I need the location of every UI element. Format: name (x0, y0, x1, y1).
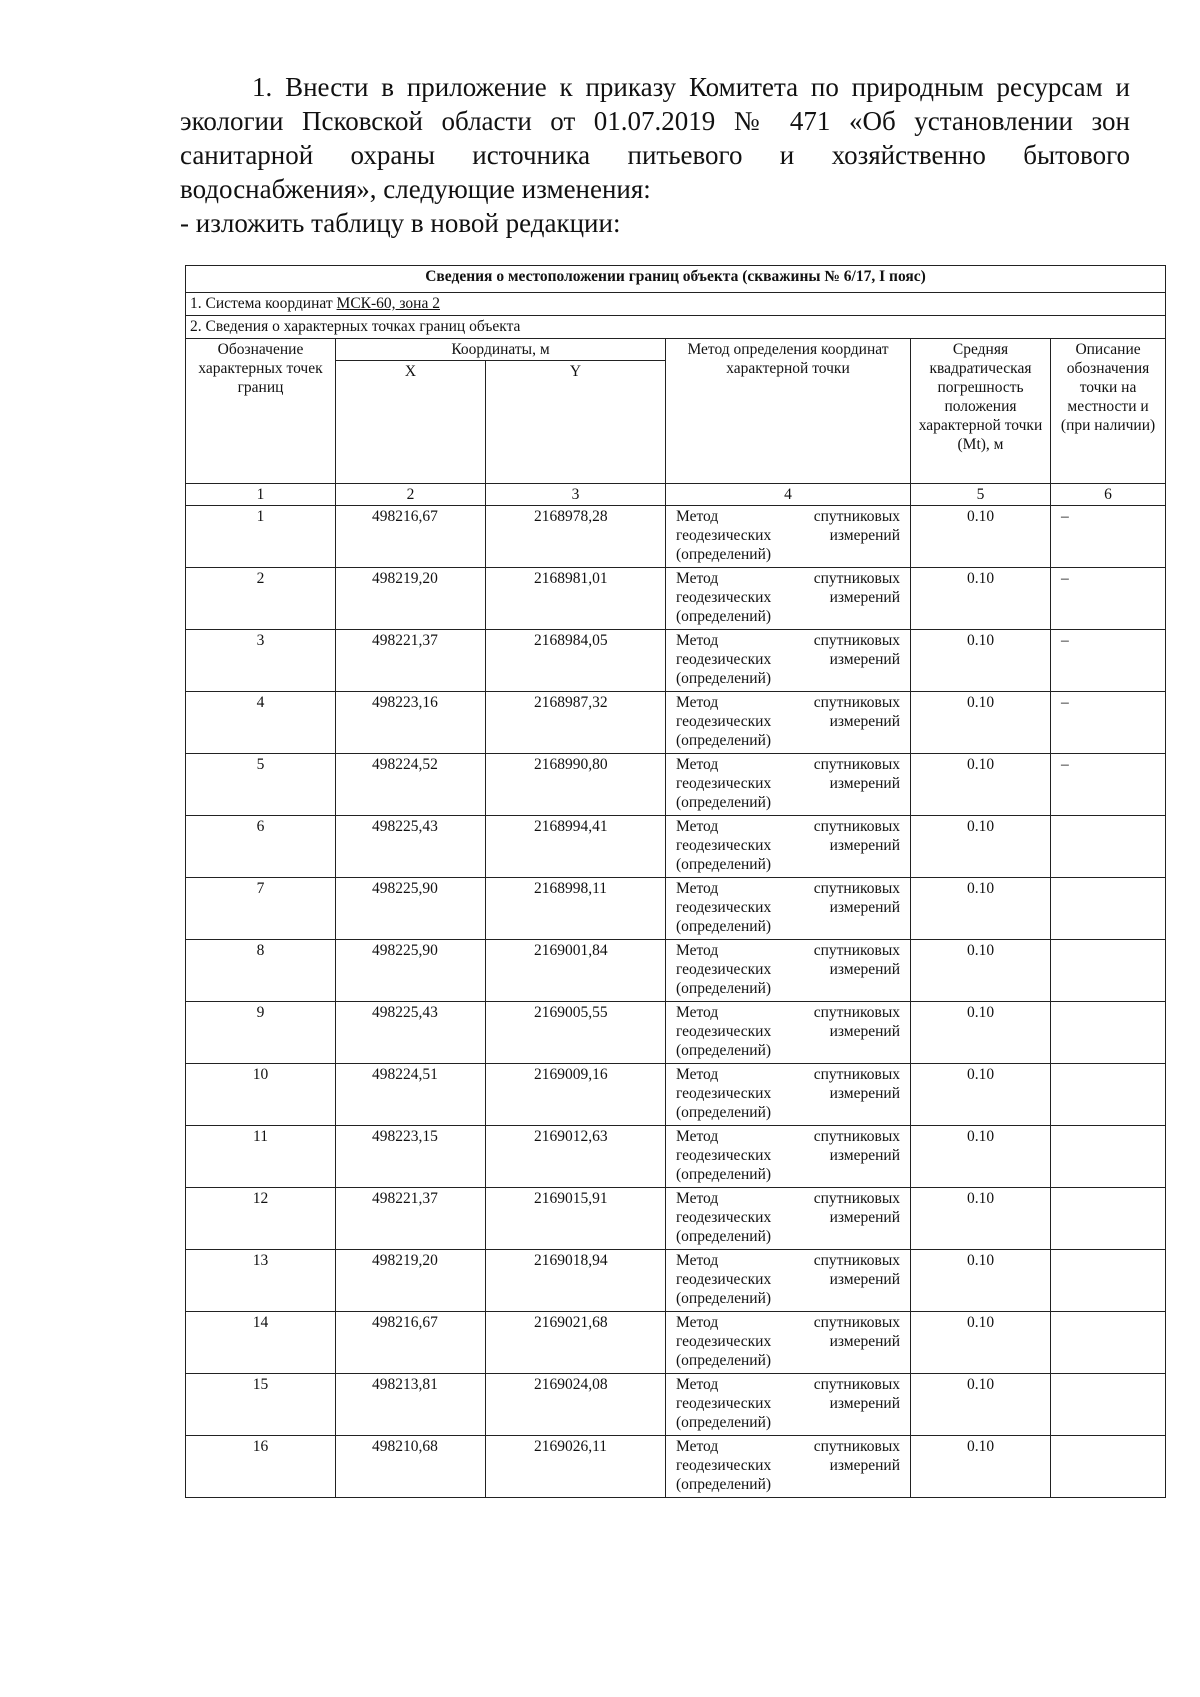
table-row (186, 878, 1166, 940)
intro-paragraph-2: - изложить таблицу в новой редакции: (180, 208, 621, 238)
point-description: – (1051, 568, 1166, 630)
method (666, 1374, 911, 1436)
method-line: (определений) (676, 546, 772, 563)
method (666, 816, 911, 878)
coord-y: 2168998,11 (486, 878, 666, 940)
method-line: геодезических измерений (676, 1395, 900, 1412)
method-line: (определений) (676, 1042, 772, 1059)
table-row (186, 568, 1166, 630)
method-line: геодезических измерений (676, 651, 900, 668)
method-line: геодезических измерений (676, 1023, 900, 1040)
coord-y: 2169009,16 (486, 1064, 666, 1126)
method-line: Метод спутниковых (676, 880, 900, 897)
table-row (186, 1064, 1166, 1126)
point-number: 15 (186, 1374, 336, 1436)
table-row (186, 940, 1166, 1002)
table-caption: Сведения о местоположении границ объекта (скважины № 6/17, I пояс) (186, 266, 1166, 293)
method-line: (определений) (676, 1414, 772, 1431)
point-description (1051, 940, 1166, 1002)
column-number: 2 (336, 484, 486, 506)
method-line: геодезических измерений (676, 837, 900, 854)
coord-y: 2169012,63 (486, 1126, 666, 1188)
method-line: Метод спутниковых (676, 1004, 900, 1021)
method-line: геодезических измерений (676, 1271, 900, 1288)
coord-y: 2169005,55 (486, 1002, 666, 1064)
error-value: 0.10 (911, 1064, 1051, 1126)
point-description: – (1051, 754, 1166, 816)
table-row (186, 1002, 1166, 1064)
header-x: X (336, 361, 486, 484)
coord-x: 498225,90 (336, 878, 486, 940)
method-line: геодезических измерений (676, 1085, 900, 1102)
error-value: 0.10 (911, 1312, 1051, 1374)
coord-x: 498216,67 (336, 1312, 486, 1374)
coord-y: 2168984,05 (486, 630, 666, 692)
method-line: геодезических измерений (676, 713, 900, 730)
table-row (186, 630, 1166, 692)
coord-x: 498225,43 (336, 1002, 486, 1064)
method (666, 1188, 911, 1250)
error-value: 0.10 (911, 878, 1051, 940)
point-number: 7 (186, 878, 336, 940)
point-number: 8 (186, 940, 336, 1002)
method-line: (определений) (676, 794, 772, 811)
method-line: Метод спутниковых (676, 694, 900, 711)
point-number: 4 (186, 692, 336, 754)
method-line: Метод спутниковых (676, 942, 900, 959)
error-value: 0.10 (911, 506, 1051, 568)
method-line: Метод спутниковых (676, 818, 900, 835)
method-line: (определений) (676, 1166, 772, 1183)
method (666, 1312, 911, 1374)
coord-x: 498216,67 (336, 506, 486, 568)
coord-system-row (186, 293, 1166, 316)
points-section-title: 2. Сведения о характерных точках границ объекта (186, 316, 1166, 339)
point-number: 16 (186, 1436, 336, 1498)
header-error: Средняя квадратическая погрешность положения характерной точки (Mt), м (911, 339, 1051, 484)
method-line: геодезических измерений (676, 1147, 900, 1164)
coord-x: 498210,68 (336, 1436, 486, 1498)
coord-y: 2169018,94 (486, 1250, 666, 1312)
point-number: 13 (186, 1250, 336, 1312)
header-point: Обозначение характерных точек границ (186, 339, 336, 484)
method-line: Метод спутниковых (676, 1376, 900, 1393)
method-line: геодезических измерений (676, 527, 900, 544)
method (666, 1436, 911, 1498)
method-line: (определений) (676, 732, 772, 749)
method-line: Метод спутниковых (676, 1252, 900, 1269)
method (666, 1126, 911, 1188)
error-value: 0.10 (911, 1126, 1051, 1188)
error-value: 0.10 (911, 692, 1051, 754)
method-line: Метод спутниковых (676, 632, 900, 649)
point-number: 11 (186, 1126, 336, 1188)
method (666, 692, 911, 754)
method-line: (определений) (676, 1476, 772, 1493)
method-line: (определений) (676, 670, 772, 687)
coord-y: 2168990,80 (486, 754, 666, 816)
method (666, 568, 911, 630)
header-method: Метод определения координат характерной точки (666, 339, 911, 484)
table-row (186, 1374, 1166, 1436)
coord-x: 498221,37 (336, 630, 486, 692)
coord-y: 2169001,84 (486, 940, 666, 1002)
error-value: 0.10 (911, 816, 1051, 878)
error-value: 0.10 (911, 1188, 1051, 1250)
point-number: 1 (186, 506, 336, 568)
boundary-table (185, 265, 1166, 1498)
method-line: геодезических измерений (676, 589, 900, 606)
table-row (186, 692, 1166, 754)
coord-y: 2168994,41 (486, 816, 666, 878)
method-line: геодезических измерений (676, 961, 900, 978)
coord-x: 498219,20 (336, 1250, 486, 1312)
method-line: Метод спутниковых (676, 1066, 900, 1083)
column-number: 6 (1051, 484, 1166, 506)
method-line: (определений) (676, 856, 772, 873)
method-line: (определений) (676, 1352, 772, 1369)
method (666, 1064, 911, 1126)
table-row (186, 1250, 1166, 1312)
intro-text (180, 70, 1130, 240)
method-line: геодезических измерений (676, 1333, 900, 1350)
coord-y: 2168987,32 (486, 692, 666, 754)
method-line: Метод спутниковых (676, 756, 900, 773)
table-row (186, 1188, 1166, 1250)
method (666, 506, 911, 568)
error-value: 0.10 (911, 754, 1051, 816)
method (666, 630, 911, 692)
method-line: (определений) (676, 1228, 772, 1245)
coord-x: 498224,51 (336, 1064, 486, 1126)
point-description: – (1051, 506, 1166, 568)
point-number: 12 (186, 1188, 336, 1250)
method-line: (определений) (676, 1290, 772, 1307)
table-row (186, 816, 1166, 878)
point-description (1051, 1312, 1166, 1374)
coord-x: 498223,16 (336, 692, 486, 754)
method-line: геодезических измерений (676, 1209, 900, 1226)
coord-y: 2169021,68 (486, 1312, 666, 1374)
point-description (1051, 1374, 1166, 1436)
coord-x: 498224,52 (336, 754, 486, 816)
column-number: 5 (911, 484, 1051, 506)
method (666, 1002, 911, 1064)
method-line: Метод спутниковых (676, 1190, 900, 1207)
error-value: 0.10 (911, 1250, 1051, 1312)
method-line: геодезических измерений (676, 1457, 900, 1474)
error-value: 0.10 (911, 940, 1051, 1002)
coord-x: 498223,15 (336, 1126, 486, 1188)
point-number: 14 (186, 1312, 336, 1374)
point-number: 2 (186, 568, 336, 630)
column-number: 3 (486, 484, 666, 506)
point-description (1051, 1250, 1166, 1312)
column-number: 1 (186, 484, 336, 506)
column-number: 4 (666, 484, 911, 506)
error-value: 0.10 (911, 1436, 1051, 1498)
point-number: 3 (186, 630, 336, 692)
coord-x: 498225,90 (336, 940, 486, 1002)
point-description: – (1051, 630, 1166, 692)
table-row (186, 754, 1166, 816)
table-row (186, 1312, 1166, 1374)
error-value: 0.10 (911, 1374, 1051, 1436)
error-value: 0.10 (911, 630, 1051, 692)
method (666, 878, 911, 940)
coord-system-prefix: 1. Система координат (190, 295, 337, 312)
table-row (186, 1126, 1166, 1188)
header-coords: Координаты, м (336, 339, 666, 361)
coord-y: 2168978,28 (486, 506, 666, 568)
method (666, 940, 911, 1002)
point-description (1051, 1188, 1166, 1250)
method-line: геодезических измерений (676, 899, 900, 916)
method (666, 1250, 911, 1312)
point-description (1051, 1064, 1166, 1126)
coord-y: 2169024,08 (486, 1374, 666, 1436)
intro-paragraph-1: 1. Внести в приложение к приказу Комитета по природным ресурсам и экологии Псковской области от 01.07.2019 № 471 «Об установлении зон санитарной охраны источника питьевого и хозяйственно бытового водоснабжения», следующие изменения: (180, 72, 1130, 204)
point-description (1051, 816, 1166, 878)
point-description (1051, 1002, 1166, 1064)
header-description: Описание обозначения точки на местности и (при наличии) (1051, 339, 1166, 484)
point-description (1051, 1436, 1166, 1498)
coord-y: 2168981,01 (486, 568, 666, 630)
method-line: (определений) (676, 918, 772, 935)
header-y: Y (486, 361, 666, 484)
coord-x: 498225,43 (336, 816, 486, 878)
method-line: Метод спутниковых (676, 1438, 900, 1455)
coord-y: 2169026,11 (486, 1436, 666, 1498)
method-line: Метод спутниковых (676, 1128, 900, 1145)
point-number: 6 (186, 816, 336, 878)
coord-x: 498219,20 (336, 568, 486, 630)
point-number: 9 (186, 1002, 336, 1064)
point-description (1051, 1126, 1166, 1188)
coord-x: 498221,37 (336, 1188, 486, 1250)
method (666, 754, 911, 816)
point-number: 5 (186, 754, 336, 816)
table-row (186, 506, 1166, 568)
point-number: 10 (186, 1064, 336, 1126)
method-line: Метод спутниковых (676, 1314, 900, 1331)
coord-x: 498213,81 (336, 1374, 486, 1436)
table-row (186, 1436, 1166, 1498)
method-line: (определений) (676, 1104, 772, 1121)
error-value: 0.10 (911, 568, 1051, 630)
method-line: Метод спутниковых (676, 570, 900, 587)
method-line: (определений) (676, 608, 772, 625)
point-description: – (1051, 692, 1166, 754)
point-description (1051, 878, 1166, 940)
coord-system-value: МСК-60, зона 2 (336, 295, 440, 312)
method-line: геодезических измерений (676, 775, 900, 792)
coord-y: 2169015,91 (486, 1188, 666, 1250)
method-line: (определений) (676, 980, 772, 997)
method-line: Метод спутниковых (676, 508, 900, 525)
error-value: 0.10 (911, 1002, 1051, 1064)
